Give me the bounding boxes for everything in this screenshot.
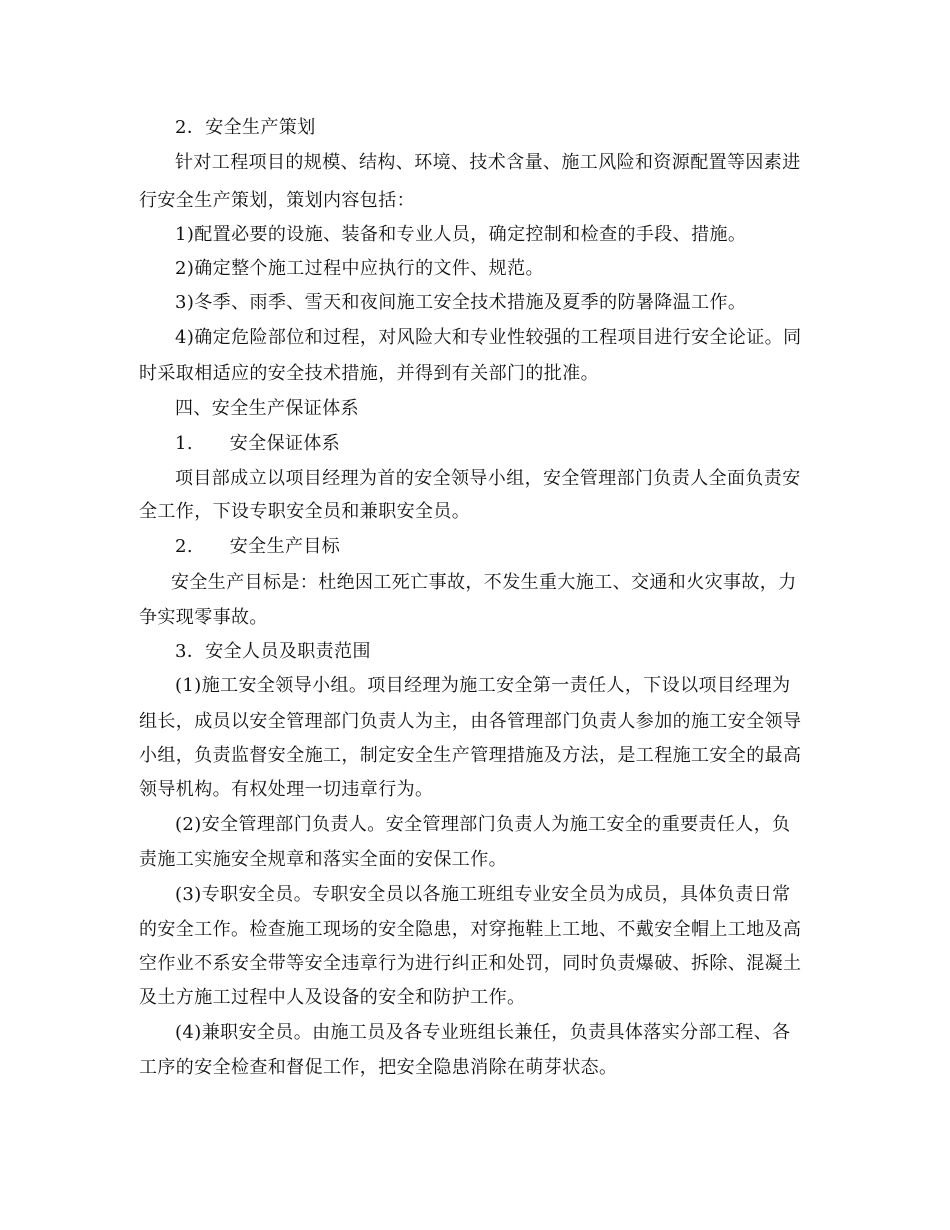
paragraph-line: (2)安全管理部门负责人。安全管理部门负责人为施工安全的重要责任人，负 <box>175 814 791 835</box>
subsection-heading-assurance-system: 1. 安全保证体系 <box>175 433 341 454</box>
paragraph-line: 全工作，下设专职安全员和兼职安全员。 <box>139 501 471 522</box>
paragraph-line: (3)专职安全员。专职安全员以各施工班组专业安全员为成员，具体负责日常 <box>175 884 791 905</box>
list-item-line: 2)确定整个施工过程中应执行的文件、规范。 <box>175 258 544 279</box>
paragraph-line: 小组，负责监督安全施工，制定安全生产管理措施及方法，是工程施工安全的最高 <box>139 745 802 766</box>
paragraph-line: 争实现零事故。 <box>139 607 268 628</box>
subsection-heading-safety-goal: 2. 安全生产目标 <box>175 536 341 557</box>
paragraph-line: (1)施工安全领导小组。项目经理为施工安全第一责任人，下设以项目经理为 <box>175 675 791 696</box>
paragraph-line: 工序的安全检查和督促工作，把安全隐患消除在萌芽状态。 <box>139 1057 618 1078</box>
paragraph-line: 行安全生产策划，策划内容包括： <box>139 190 415 211</box>
paragraph-line: 领导机构。有权处理一切违章行为。 <box>139 779 434 800</box>
paragraph-line: 时采取相适应的安全技术措施，并得到有关部门的批准。 <box>139 363 599 384</box>
list-item-line: 4)确定危险部位和过程，对风险大和专业性较强的工程项目进行安全论证。同 <box>175 327 802 348</box>
section-heading-safety-assurance-system: 四、安全生产保证体系 <box>175 398 359 419</box>
paragraph-line: 项目部成立以项目经理为首的安全领导小组，安全管理部门负责人全面负责安 <box>175 468 801 489</box>
section-heading-safety-planning: 2．安全生产策划 <box>175 117 316 138</box>
subsection-heading-personnel-duties: 3．安全人员及职责范围 <box>175 641 371 662</box>
paragraph-line: 空作业不系安全带等安全违章行为进行纠正和处罚，同时负责爆破、拆除、混凝土 <box>139 953 802 974</box>
paragraph-line: 针对工程项目的规模、结构、环境、技术含量、施工风险和资源配置等因素进 <box>175 152 801 173</box>
paragraph-line: 安全生产目标是：杜绝因工死亡事故，不发生重大施工、交通和火灾事故，力 <box>171 572 797 593</box>
paragraph-line: 责施工实施安全规章和落实全面的安保工作。 <box>139 849 507 870</box>
list-item-line: 1)配置必要的设施、装备和专业人员，确定控制和检查的手段、措施。 <box>175 224 747 245</box>
paragraph-line: 的安全工作。检查施工现场的安全隐患，对穿拖鞋上工地、不戴安全帽上工地及高 <box>139 919 802 940</box>
paragraph-line: 及土方施工过程中人及设备的安全和防护工作。 <box>139 987 526 1008</box>
list-item-line: 3)冬季、雨季、雪天和夜间施工安全技术措施及夏季的防暑降温工作。 <box>175 292 747 313</box>
paragraph-line: (4)兼职安全员。由施工员及各专业班组长兼任，负责具体落实分部工程、各 <box>175 1022 791 1043</box>
paragraph-line: 组长，成员以安全管理部门负责人为主，由各管理部门负责人参加的施工安全领导 <box>139 711 802 732</box>
